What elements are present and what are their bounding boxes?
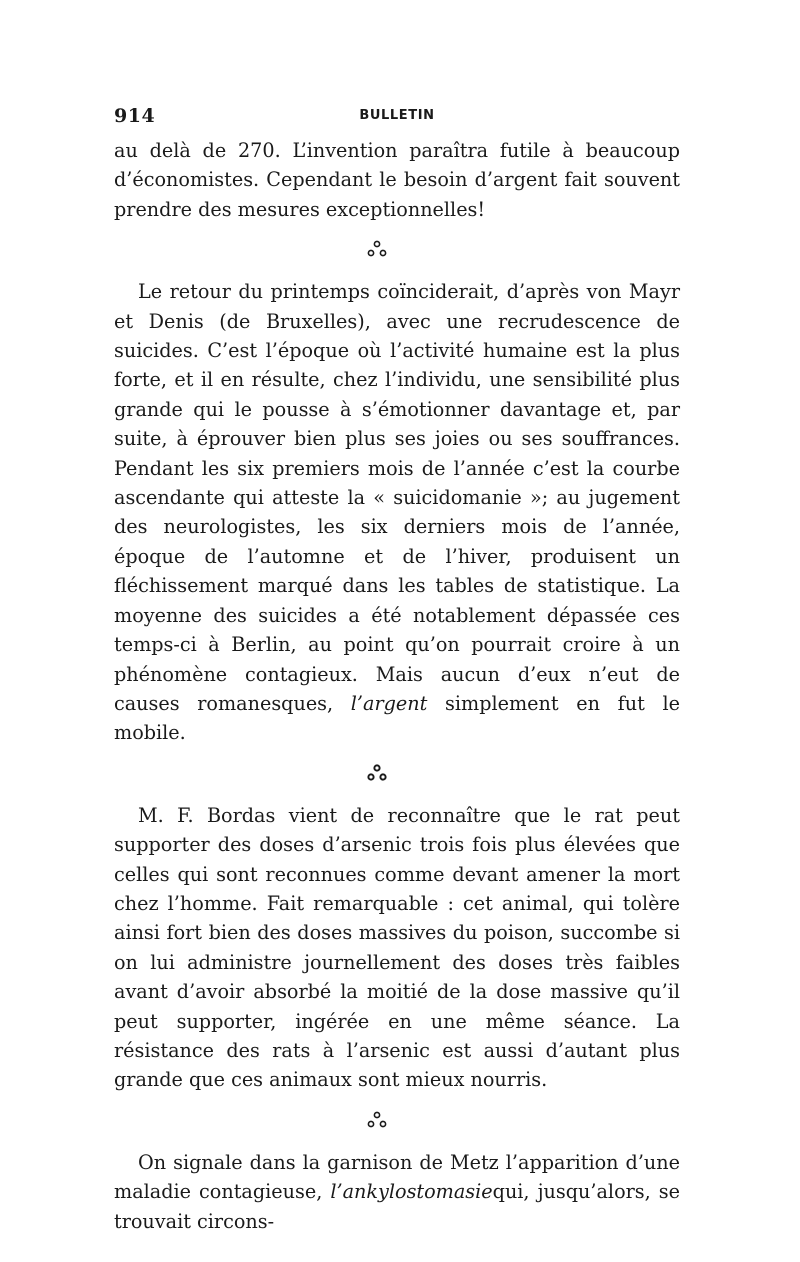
paragraph-text: simplement en fut le mobile. (114, 691, 680, 745)
running-head (114, 105, 680, 135)
emphasis-text: l’ankylostomasie (330, 1180, 493, 1204)
asterism-icon (367, 240, 387, 258)
paragraph-text: M. F. Bordas vient de reconnaître que le rat peut supporter des doses d’arsenic trois fois plus élevées que celles qui sont reconnues comme devant amener la mort chez l’homme. Fait remarquable : cet animal, qui tolère ainsi fort bien des doses massives du poison, succombe si on lui administre journellement des doses très faibles avant d’avoir absorbé la moitié de la dose massive qu’il peut supporter, ingérée en une même séance. La résistance des rats à l’arsenic est aussi d’autant plus grande que ces animaux sont mieux nourris. (114, 803, 680, 1092)
paragraph-text: Le retour du printemps coïnciderait, d’après von Mayr et Denis (de Bruxelles), avec une recrudescence de suicides. C’est l’époque où l’activité humaine est la plus forte, et il en résulte, chez l’individu, une sensibilité plus grande qui le pousse à s’émotionner davantage et, par suite, à éprouver bien plus ses joies ou ses souffrances. Pendant les six premiers mois de l’année c’est la courbe ascendante qui atteste la « suicidomanie »; au jugement des neurologistes, les six derniers mois de l’année, époque de l’automne et de l’hiver, produisent un fléchissement marqué dans les tables de statistique. La moyenne des suicides a été notablement dépassée ces temps-ci à Berlin, au point qu’on pourrait croire à un phénomène contagieux. Mais aucun d’eux n’eut de causes romanesques, (114, 280, 680, 715)
paragraph-suicides (114, 277, 680, 748)
asterism-icon (367, 764, 387, 782)
asterism-separator (114, 1099, 680, 1144)
asterism-separator (114, 228, 680, 273)
paragraph-metz (114, 1148, 680, 1236)
paragraph-text: au delà de 270. L’invention paraîtra futile à beaucoup d’économistes. Cependant le besoin d’argent fait souvent prendre des mesures exceptionnelles! (114, 139, 680, 221)
emphasis-text: l’argent (350, 691, 428, 715)
paragraph-text: On signale dans la garnison de Metz l’apparition d’une maladie contagieuse, (114, 1150, 680, 1204)
running-title: BULLETIN (359, 108, 435, 123)
page-number: 914 (114, 105, 156, 127)
paragraph-arsenic (114, 801, 680, 1095)
asterism-separator (114, 752, 680, 797)
paragraph-text: qui, jusqu’alors, se trouvait circons- (114, 1180, 681, 1233)
asterism-icon (367, 1111, 387, 1129)
paragraph-economists (114, 136, 680, 224)
page (114, 105, 680, 1236)
